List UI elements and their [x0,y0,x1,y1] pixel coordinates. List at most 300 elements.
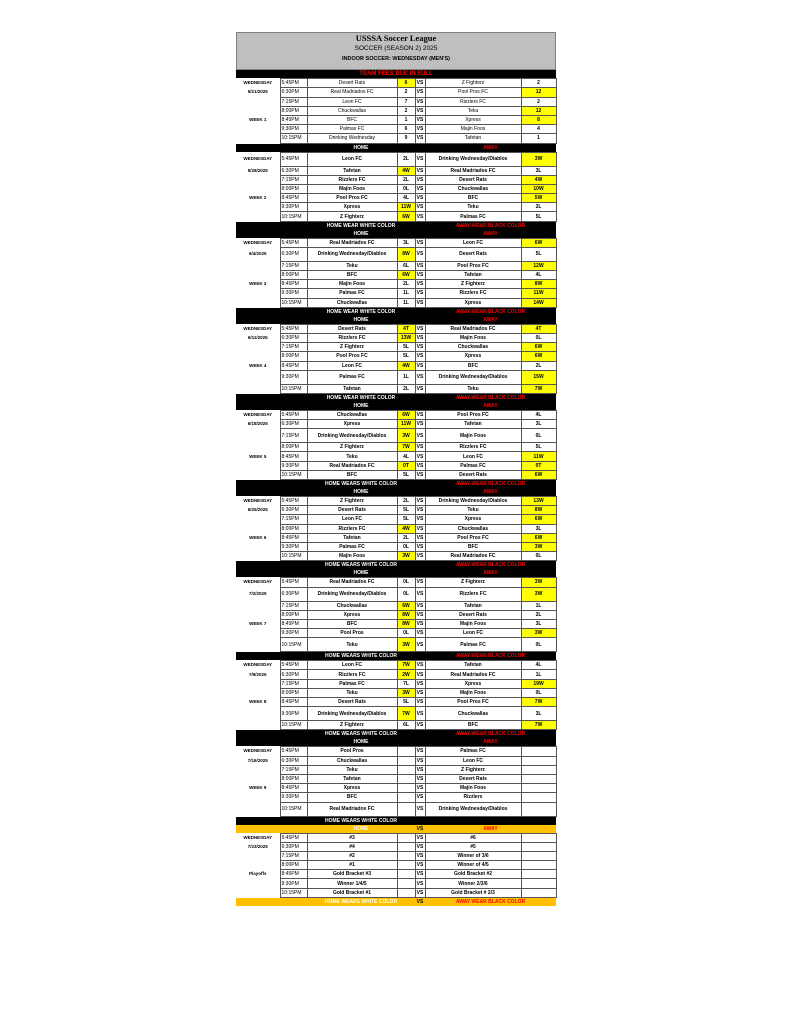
away-score: 0L [521,688,556,697]
divider-away-label: AWAY WEAR BLACK COLOR [425,480,556,489]
away-team: Winner of 4/5 [425,861,521,870]
game-time: 6:30PM [280,247,307,261]
week-info: WEDNESDAY [243,411,273,417]
divider-home-label: HOME WEARS WHITE COLOR [307,561,415,570]
vs-label: VS [415,152,425,166]
away-score: 1 [521,134,556,143]
away-score [521,888,556,897]
game-time: 6:30PM [280,756,307,765]
away-header: AWAY [425,488,556,497]
game-row [236,833,556,842]
week-info [236,888,280,897]
home-score: 4T [397,324,415,333]
away-team: BFC [425,361,521,370]
away-team: BFC [425,542,521,551]
away-team: Z Fighterz [425,79,521,88]
home-score: 5L [397,352,415,361]
vs-label: VS [415,587,425,601]
away-team: Palmas FC [425,461,521,470]
away-team: Pool Pros FC [425,698,521,707]
away-score: 2L [521,361,556,370]
home-score: 2L [397,533,415,542]
game-time: 8:00PM [280,610,307,619]
footer-vs: VS [416,898,424,905]
week-info: WEDNESDAY [243,662,273,668]
divider-vs [415,738,425,747]
away-score: 3W [521,578,556,587]
away-score [521,765,556,774]
away-team: Majin Foos [425,619,521,628]
away-team: Xpress [425,352,521,361]
home-team: Chuckwallas [307,106,397,115]
divider-vs [415,230,425,239]
away-team: Palmas FC [425,212,521,221]
game-row [236,802,556,816]
away-header: AWAY [425,738,556,747]
vs-label: VS [416,722,424,729]
week-info [236,610,280,619]
home-score [397,802,415,816]
away-score: 12W [521,261,556,270]
home-team: Palmas FC [307,542,397,551]
game-time: 7:15PM [280,765,307,774]
week-info: WEEK 8 [249,699,267,705]
game-row [236,842,556,851]
home-header: HOME [307,230,415,239]
divider-home-label: HOME [307,143,415,152]
away-score: 5L [521,212,556,221]
divider-vs [415,393,425,402]
home-team: Palmas FC [307,679,397,688]
away-score: 4W [521,175,556,184]
vs-label: VS [415,638,425,652]
away-score: 3W [521,587,556,601]
game-row [236,470,556,479]
game-time: 5:45PM [280,152,307,166]
vs-label: VS [416,444,424,451]
game-time: 10:15PM [280,552,307,561]
divider-blank [236,316,307,325]
away-score: 3L [521,166,556,175]
divider-home-label: HOME WEAR WHITE COLOR [307,221,415,230]
away-team: Xpress [425,679,521,688]
away-score: 7W [521,384,556,393]
divider-home-label: HOME WEARS WHITE COLOR [307,816,415,825]
home-team: Tafetan [307,166,397,175]
game-row [236,679,556,688]
game-time: 5:45PM [280,497,307,506]
game-time: 8:45PM [280,194,307,203]
home-team: Majin Foos [307,184,397,193]
vs-label: VS [416,579,424,586]
away-team: Majin Foos [425,429,521,443]
away-score [521,851,556,860]
game-time: 7:15PM [280,601,307,610]
home-score [397,756,415,765]
home-score: 13W [397,333,415,342]
week-info: WEEK 9 [249,785,267,791]
away-score: 3W [521,629,556,638]
divider-vs [415,569,425,578]
home-team: Pool Pros [307,747,397,756]
away-team: BFC [425,194,521,203]
game-time: 10:15PM [280,638,307,652]
season-title: SOCCER (SEASON 2) 2025 [354,45,438,52]
home-header: HOME [307,738,415,747]
home-score: 6W [397,601,415,610]
game-row [236,707,556,721]
home-score [397,879,415,888]
game-row [236,552,556,561]
divider-vs [415,221,425,230]
home-team: Real Madriados FC [307,578,397,587]
divider-vs [415,480,425,489]
week-info [236,212,280,221]
away-score: 1L [521,670,556,679]
game-time: 7:15PM [280,429,307,443]
game-time: 8:00PM [280,106,307,115]
home-team: Real Madriados FC [307,802,397,816]
game-time: 8:45PM [280,784,307,793]
game-time: 8:45PM [280,533,307,542]
game-time: 9:30PM [280,542,307,551]
game-time: 8:00PM [280,352,307,361]
home-team: Winner 1/4/5 [307,879,397,888]
home-score: 3L [397,238,415,247]
fees-notice: TEAM FEES DUE IN FULL [236,70,556,79]
home-score: 6 [397,125,415,134]
divider-away-label: AWAY WEAR BLACK COLOR [425,730,556,739]
away-team: Tafetan [425,134,521,143]
home-score: 0L [397,542,415,551]
week-info [236,707,280,721]
game-row [236,443,556,452]
away-team: Leon FC [425,629,521,638]
home-header: HOME [307,488,415,497]
home-team: Rizzlers FC [307,175,397,184]
game-row [236,175,556,184]
away-header: AWAY [425,825,556,834]
away-score [521,833,556,842]
game-time: 10:15PM [280,721,307,730]
home-header: HOME [307,316,415,325]
game-row [236,184,556,193]
game-time: 9:30PM [280,629,307,638]
home-score: 0L [397,578,415,587]
home-score: 3W [397,429,415,443]
week-info: 7/2/2025 [248,591,267,596]
divider-vs [415,316,425,325]
vs-label: VS [416,453,424,460]
home-team: Xpress [307,610,397,619]
game-time: 8:45PM [280,115,307,124]
home-score: 4W [397,524,415,533]
week-info: 6/11/2025 [247,335,268,341]
game-row [236,879,556,888]
vs-label: VS [416,620,424,627]
game-time: 7:15PM [280,97,307,106]
section-header-row [236,402,556,411]
home-score: 3W [397,688,415,697]
away-team: Majin Foos [425,333,521,342]
divider-blank [236,652,307,661]
schedule-sheet [236,32,556,906]
away-header: AWAY [425,316,556,325]
game-row [236,578,556,587]
game-row [236,79,556,88]
week-info: WEDNESDAY [243,80,273,86]
week-info [236,175,280,184]
divider-home-label: HOME WEARS WHITE COLOR [307,480,415,489]
game-time: 9:30PM [280,370,307,384]
divider-vs [415,488,425,497]
home-score: 6W [397,271,415,280]
away-team: Pool Pros FC [425,88,521,97]
away-score: 2L [521,203,556,212]
week-info [236,443,280,452]
week-info [236,879,280,888]
home-team: Chuckwallas [307,298,397,307]
divider-home-label: HOME WEAR WHITE COLOR [307,307,415,316]
home-score [397,842,415,851]
home-score: 4L [397,194,415,203]
home-score: 8W [397,610,415,619]
away-team: Chuckwallas [425,343,521,352]
away-score: 0L [521,638,556,652]
away-team: BFC [425,721,521,730]
home-team: Chuckwallas [307,410,397,419]
game-time: 5:45PM [280,79,307,88]
home-score: 0L [397,629,415,638]
home-team: Pool Pros FC [307,194,397,203]
week-info [236,638,280,652]
home-team: Desert Rats [307,79,397,88]
away-score: 4 [521,125,556,134]
game-row [236,203,556,212]
vs-label: VS [416,362,424,369]
away-team: Real Madriados FC [425,166,521,175]
game-time: 10:15PM [280,384,307,393]
game-row [236,888,556,897]
vs-label: VS [416,471,424,478]
home-team: Majin Foos [307,552,397,561]
section-header-row [236,316,556,325]
home-team: Real Madriados FC [307,88,397,97]
away-team: Drinking Wednesday/Diablos [425,370,521,384]
home-score [397,888,415,897]
divider-home-label: HOME WEAR WHITE COLOR [307,393,415,402]
game-row [236,661,556,670]
week-info [236,261,280,270]
away-score: 10W [521,184,556,193]
vs-label: VS [416,411,424,418]
away-score: 12 [521,106,556,115]
away-team: Z Fighterz [425,578,521,587]
away-score: 0T [521,461,556,470]
away-team: Winner of 3/6 [425,851,521,860]
home-team: Teku [307,261,397,270]
home-team: Xpress [307,420,397,429]
divider-blank [236,307,307,316]
home-team: Real Madriados FC [307,238,397,247]
home-score: 1 [397,115,415,124]
home-score: 11W [397,420,415,429]
home-team: Desert Rats [307,698,397,707]
week-info [236,774,280,783]
home-score: 6W [397,410,415,419]
divider-vs [415,402,425,411]
divider-blank [236,488,307,497]
away-score: 8W [521,280,556,289]
away-team: Z Fighterz [425,765,521,774]
home-team: Desert Rats [307,506,397,515]
game-row [236,670,556,679]
game-row [236,125,556,134]
away-header: AWAY [425,569,556,578]
game-row [236,298,556,307]
away-team: Majin Foos [425,125,521,134]
home-score: 5L [397,343,415,352]
away-team: Teku [425,384,521,393]
game-time: 6:30PM [280,420,307,429]
away-team: Teku [425,106,521,115]
away-team: Pool Pros FC [425,533,521,542]
away-team: Rizzlers FC [425,97,521,106]
section-divider-row [236,307,556,316]
home-team: Pool Pros FC [307,352,397,361]
game-row [236,765,556,774]
home-score: 2L [397,384,415,393]
week-info: WEEK 3 [249,281,267,287]
game-row [236,352,556,361]
game-row [236,343,556,352]
game-row [236,429,556,443]
vs-label: VS [416,757,424,764]
week-info: 5/28/2025 [247,167,268,173]
game-row [236,194,556,203]
away-score [521,802,556,816]
away-score: 2L [521,610,556,619]
game-time: 9:30PM [280,879,307,888]
divider-vs [415,561,425,570]
section-header-row [236,569,556,578]
home-score: 2L [397,280,415,289]
away-team: Desert Rats [425,774,521,783]
away-team: Z Fighterz [425,280,521,289]
game-time: 5:45PM [280,833,307,842]
away-score: 3L [521,420,556,429]
game-time: 10:15PM [280,888,307,897]
game-row [236,793,556,802]
away-team: Teku [425,506,521,515]
game-row [236,420,556,429]
vs-label: VS [416,862,424,869]
week-info [236,106,280,115]
home-score: 6L [397,721,415,730]
game-time: 6:30PM [280,88,307,97]
week-info [236,802,280,816]
week-info: WEDNESDAY [243,325,273,331]
game-time: 6:30PM [280,166,307,175]
week-info [236,851,280,860]
away-header: AWAY [425,230,556,239]
home-score [397,747,415,756]
home-team: Palmas FC [307,289,397,298]
divider-vs [415,730,425,739]
vs-label: VS [416,385,424,392]
game-time: 9:30PM [280,289,307,298]
game-time: 5:45PM [280,747,307,756]
game-time: 9:30PM [280,461,307,470]
away-team: Desert Rats [425,247,521,261]
vs-label: VS [416,272,424,279]
away-team: #6 [425,833,521,842]
away-team: Chuckwallas [425,184,521,193]
vs-label: VS [416,544,424,551]
home-score [397,833,415,842]
home-score [397,851,415,860]
week-info [236,601,280,610]
section-divider-row [236,561,556,570]
week-info [236,134,280,143]
week-info [236,679,280,688]
game-row [236,410,556,419]
home-score: 2 [397,88,415,97]
away-score [521,842,556,851]
divider-vs [415,143,425,152]
away-team: Xpress [425,515,521,524]
section-divider-row [236,816,556,825]
week-info: WEEK 1 [249,117,267,123]
home-score: 0L [397,184,415,193]
away-team: Real Madriados FC [425,552,521,561]
vs-label: VS [416,507,424,514]
away-team: #5 [425,842,521,851]
vs-label: VS [415,802,425,816]
home-team: Teku [307,688,397,697]
section-header-row [236,825,556,834]
vs-label: VS [416,889,424,896]
game-row [236,638,556,652]
away-team: Tafetan [425,601,521,610]
fees-notice-row [236,70,556,79]
away-score: 3W [521,542,556,551]
week-info: WEEK 6 [249,534,267,540]
game-row [236,452,556,461]
section-header-row [236,230,556,239]
week-info [236,629,280,638]
vs-label: VS [416,689,424,696]
home-score: 1L [397,289,415,298]
home-team: BFC [307,793,397,802]
home-score [397,774,415,783]
vs-label: VS [416,325,424,332]
footer-blank [236,897,307,906]
away-score: 6W [521,533,556,542]
game-time: 7:15PM [280,175,307,184]
game-row [236,97,556,106]
section-header-row [236,738,556,747]
game-time: 10:15PM [280,212,307,221]
home-team: Teku [307,452,397,461]
game-time: 5:45PM [280,410,307,419]
away-score: 8 [521,115,556,124]
week-info [236,515,280,524]
divider-vs: VS [416,825,424,832]
vs-label: VS [415,429,425,443]
week-info: 6/25/2025 [247,507,268,513]
home-team: #3 [307,833,397,842]
